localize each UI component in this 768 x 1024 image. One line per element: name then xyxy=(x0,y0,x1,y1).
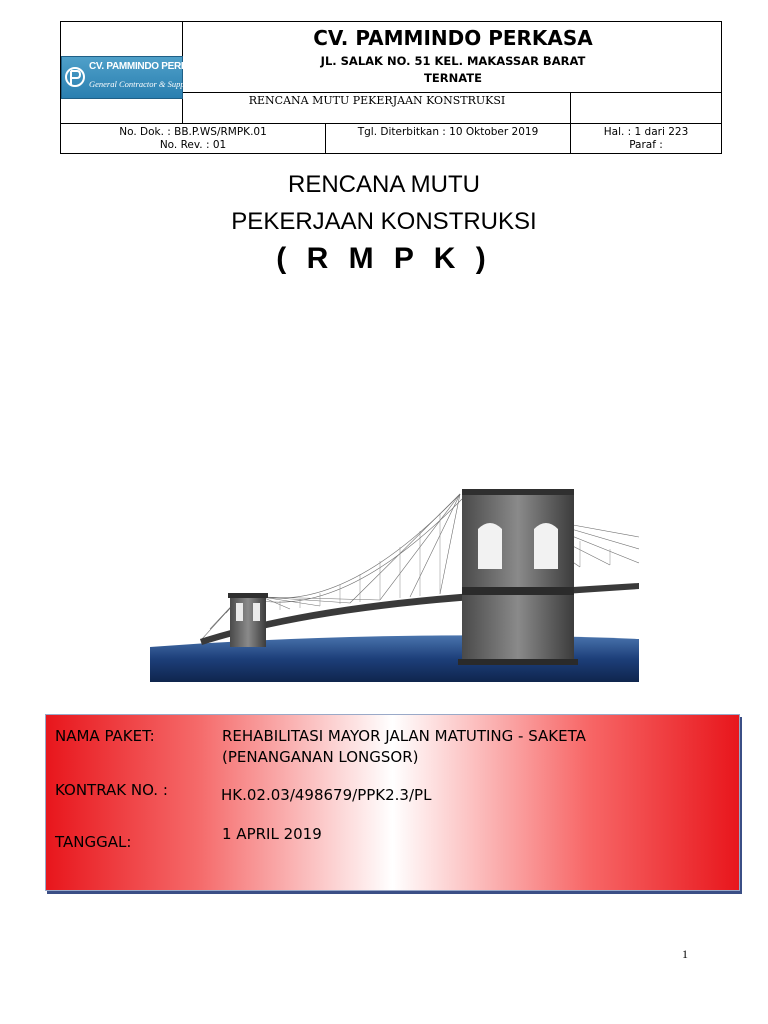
date-label: TANGGAL: xyxy=(55,833,132,851)
bridge-image xyxy=(150,489,639,682)
header-divider xyxy=(183,92,721,93)
contract-value: HK.02.03/498679/PPK2.3/PL xyxy=(221,786,432,804)
document-type: RENCANA MUTU PEKERJAAN KONSTRUKSI xyxy=(248,94,506,107)
address-line: TERNATE xyxy=(424,71,482,85)
contract-label: KONTRAK NO. : xyxy=(55,781,168,799)
page-info: Hal. : 1 dari 223 xyxy=(603,126,689,138)
initials-label: Paraf : xyxy=(629,139,663,151)
package-label: NAMA PAKET: xyxy=(55,727,155,745)
document-header xyxy=(60,21,722,154)
logo-tagline: General Contractor & Supplier xyxy=(89,79,197,89)
suspension-bridge-icon xyxy=(150,489,639,682)
project-info-box xyxy=(45,714,740,891)
doc-number: No. Dok. : BB.P.WS/RMPK.01 xyxy=(119,126,267,138)
title-line: RENCANA MUTU xyxy=(287,171,480,198)
package-value xyxy=(222,726,586,768)
page-number: 1 xyxy=(682,947,688,961)
issue-date: Tgl. Diterbitkan : 10 Oktober 2019 xyxy=(357,126,539,138)
company-logo xyxy=(61,56,209,99)
logo-company-name: CV. PAMMINDO PERKASA xyxy=(89,61,209,72)
package-value-line: (PENANGANAN LONGSOR) xyxy=(222,748,419,766)
title-line: PEKERJAAN KONSTRUKSI xyxy=(231,208,537,235)
page-info-cell xyxy=(571,126,721,152)
company-address xyxy=(183,53,723,87)
company-logo-icon xyxy=(65,61,85,94)
header-divider xyxy=(61,123,721,124)
revision-number: No. Rev. : 01 xyxy=(159,139,227,151)
doc-number-cell xyxy=(61,126,325,152)
address-line: JL. SALAK NO. 51 KEL. MAKASSAR BARAT xyxy=(320,54,586,68)
package-value-line: REHABILITASI MAYOR JALAN MATUTING - SAKETA xyxy=(222,727,586,745)
company-name: CV. PAMMINDO PERKASA xyxy=(313,26,593,50)
title-abbreviation: ( R M P K ) xyxy=(276,242,492,275)
date-value: 1 APRIL 2019 xyxy=(222,825,322,843)
